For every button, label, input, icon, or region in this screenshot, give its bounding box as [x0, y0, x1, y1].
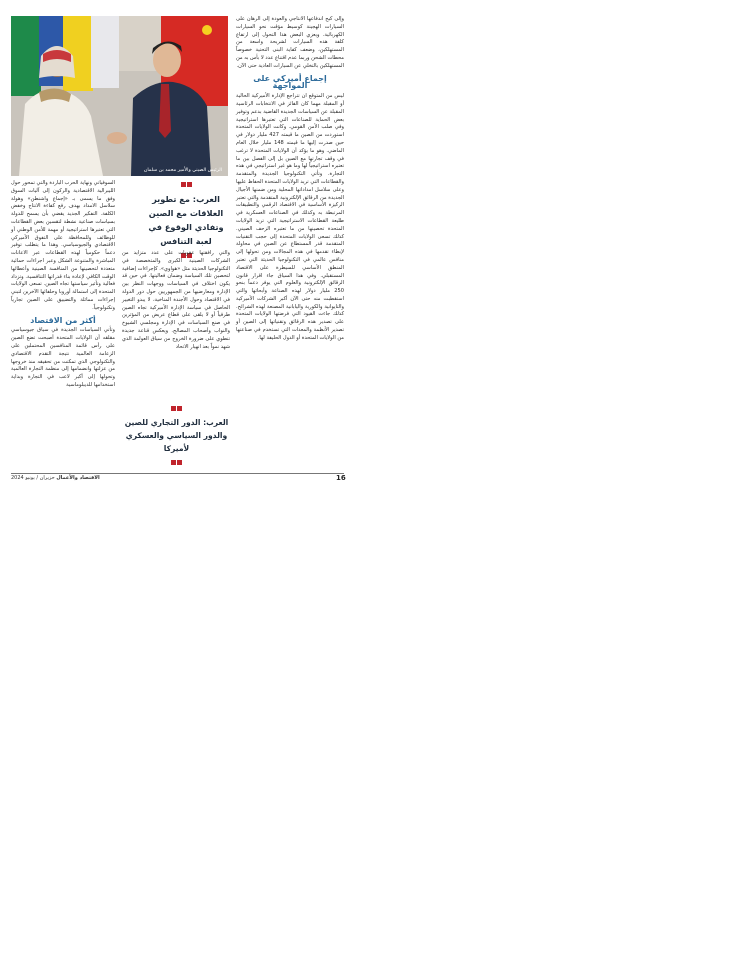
paragraph-intro: وإلى كبح اندفاعها الانتاجي والعودة إلى الرهان على السيارات الهجينة كوسيط مؤقت نحو السيارات الكهربائية. ويعزي البعض هذا التحول إلى ارتفاع كلفة هذه السيارات لشريحة واسعة من المستهلكين، وضعف كفاية البنى التحتية خصوصاً محطات الشحن وربما عدم اقتناع عدد لا بأس به من المستهلكين بالتخلي عن السيارات العادية حتى الآن. — [236, 16, 344, 69]
headline-block-2 — [123, 406, 230, 465]
article-column-middle — [122, 250, 230, 352]
publication-name: الاقتصاد والأعمال — [56, 475, 100, 481]
headline-china-relations: العرب: مع تطوير العلاقات مع الصين وتفادي الوقوع في لعبة التنافس — [148, 194, 224, 246]
article-column-right — [236, 16, 344, 344]
footer-publication — [11, 475, 100, 481]
subheading-beyond-economy: أكثر من الاقتصاد — [30, 315, 96, 325]
article-photo — [11, 16, 228, 176]
article-column-left — [11, 180, 115, 391]
headline-block-1 — [143, 182, 229, 258]
paragraph-body: والتي رافقتها عقوبات على عدد متزايد من الشركات الصينية الكبرى والمتخصصة في التكنولوجيا الحديثة مثل «هواوي». كإجراءات إضافية لتحصين تلك السياسة وضمان فعاليتها. في حين قد يكون اختلاف في السياسات ووجهات النظر بين الإدارة ومعارضيها من الجمهوريين حول دور الدولة في الاقتصاد وحول الأجندة المناخية، لا يبدو التغيير الحاصل في سياسة الإدارة الأميركية تجاه الصين طرفياً أو لا يلقى على قطاع عريض من المؤثرين في صنع السياسات في الإدارة ومجلسي الشيوخ والنواب وأصحاب المصالح. ويعكس قناعة جديدة تنطوي على ضرورة الخروج من سياق العولمة الذي شهد نمواً بعد انهيار الاتحاد — [122, 250, 230, 350]
headline-trade-role: العرب: الدور التجاري للصين والدور السياسي والعسكري لأميركا — [124, 418, 229, 453]
decorative-squares-top — [123, 406, 230, 411]
photo-illustration — [11, 16, 228, 176]
photo-caption: الرئيس الصيني والأمير محمد بن سلمان — [143, 168, 222, 173]
paragraph-body-1: السوفياتي ونهاية الحرب الباردة والتي تمحور حول الليبرالية الاقتصادية والركون إلى آليات السوق وفق ما يسمى بـ «إجماع واشنطن» وهولة سلاسل الامداد بهدف رفع كفاءة الانتاج وخفض الكلفة. التفكير الجديد يقضي بأن يسمح للدولة بسياسات صناعية نشطة لتقسين بعض القطاعات التي تعتبرها استراتيجية أو مهمة للأمن الوطني أو للوظائف وللمحافظة على التفوق الأميركي الاقتصادي والجيوسياسي. وهذا ما يتطلب توفير دعماً حكومياً لهذه القطاعات عبر الاعانات المباشرة والمتنوعة الشكل وعبر اجراءات حمائية متعددة لتحصينها من المنافسة الصينية وأعطائها الوقت الكافي لإعادة بناء قدراتها التنافسية. وتزداد فعالية وتأثير سياستها تجاه الصين. تسعى الولايات المتحدة إلى استمالة أوروبا وحلفائها الآخرين لتبني إجراءات مماثلة والتضييق على الصين تجارياً وتكنولوجياً. — [11, 180, 115, 311]
footer-rule — [11, 473, 344, 474]
paragraph-body: ليس من المتوقع ان تتراجع الإدارة الأميركية الحالية أو المقبلة مهما كان الفائز في الانتخابات الرئاسية المقبلة عن السياسات الجديدة القاضية بدعم وتوفير بعض الحماية للصناعات التي تعتبرها استراتيجية وفي صلب الأمن القومي. وكانت الولايات المتحدة استوردت من الصين ما قيمته 427 مليار دولار في حين صدرت إليها ما قيمته 148 مليار خلال العام الماضي. وهو ما يؤكد أن الولايات المتحدة لا ترغب في وقف تجارتها مع الصين بل إلى الفصل بين ما تعتبره استراتيجياً لها وما هو غير استراتيجي في هذه التجارة. وتأتي التكنولوجيا الجديدة والمتقدمة والقطاعات التي تريد الولايات المتحدة الحفاظ عليها وعلى سلاسل امداداتها المحلية ومن ضمنها الأجيال الجديدة من الرقائق الإلكترونية المتقدمة والتي تعتبر الركيزة الأساسية في الاقتصاد الرقمي والتطبيقات المرتبطة به وكذلك في الصناعات العسكرية في طليعة القطاعات الاستراتيجية التي تريد الولايات المتحدة تحصينها من ما تعتبره الزحف الصيني. كذلك تسعى الولايات المتحدة إلى حجب التقنيات المتقدمة قدر المستطاع عن الصين في محاولة لإبطاء تقدمها في هذه المجالات ومن تحولها إلى منافس عالمي في التكنولوجيا الحديثة التي تعتبر المنطق الأساسي للسيطرة على الاقتصاد المستقبلي. وفي هذا السياق جاء اقرار قانون الرقائق الإلكترونية والعلوم التي يوفر دعماً بنحو 250 مليار دولار لهذه الصناعة وأبحاثها والتي استقطبت منه حتى الآن أكبر الشركات الأميركية والتايوانية والكورية واليابانية المصنعة لهذه الشرائح. كذلك جاءت القيود التي فرضتها الولايات المتحدة على تصدير هذه الرقائق وتقنياتها إلى الصين أو تصدير الأنظمة والمعدات التي تستخدم في صناعتها من الولايات المتحدة أو الدول الحليفة لها. — [236, 93, 344, 341]
decorative-squares-bottom — [123, 460, 230, 465]
paragraph-body-2: وتأتي السياسات الجديدة في سياق جيوسياسي مقلقه أن الولايات المتحدة أصبحت تضع الصين على رأس قائمة المنافسين المحتملين على الزعامة العالمية نتيجة التقدم الاقتصادي والتكنولوجي الذي تمكنت من تحقيقه منذ خروجها من عزلتها وانضمامها إلى منظمة التجارة العالمية وتحولها إلى أكبر لاعب في التجارة وبداية استخدامها للديبلوماسية — [11, 327, 115, 388]
decorative-squares-top — [143, 182, 229, 187]
issue-date: حزيران / يونيو 2024 — [11, 475, 55, 481]
page-number: 16 — [336, 474, 346, 482]
subheading-consensus: إجماع أميركي على المواجهة — [253, 73, 327, 91]
